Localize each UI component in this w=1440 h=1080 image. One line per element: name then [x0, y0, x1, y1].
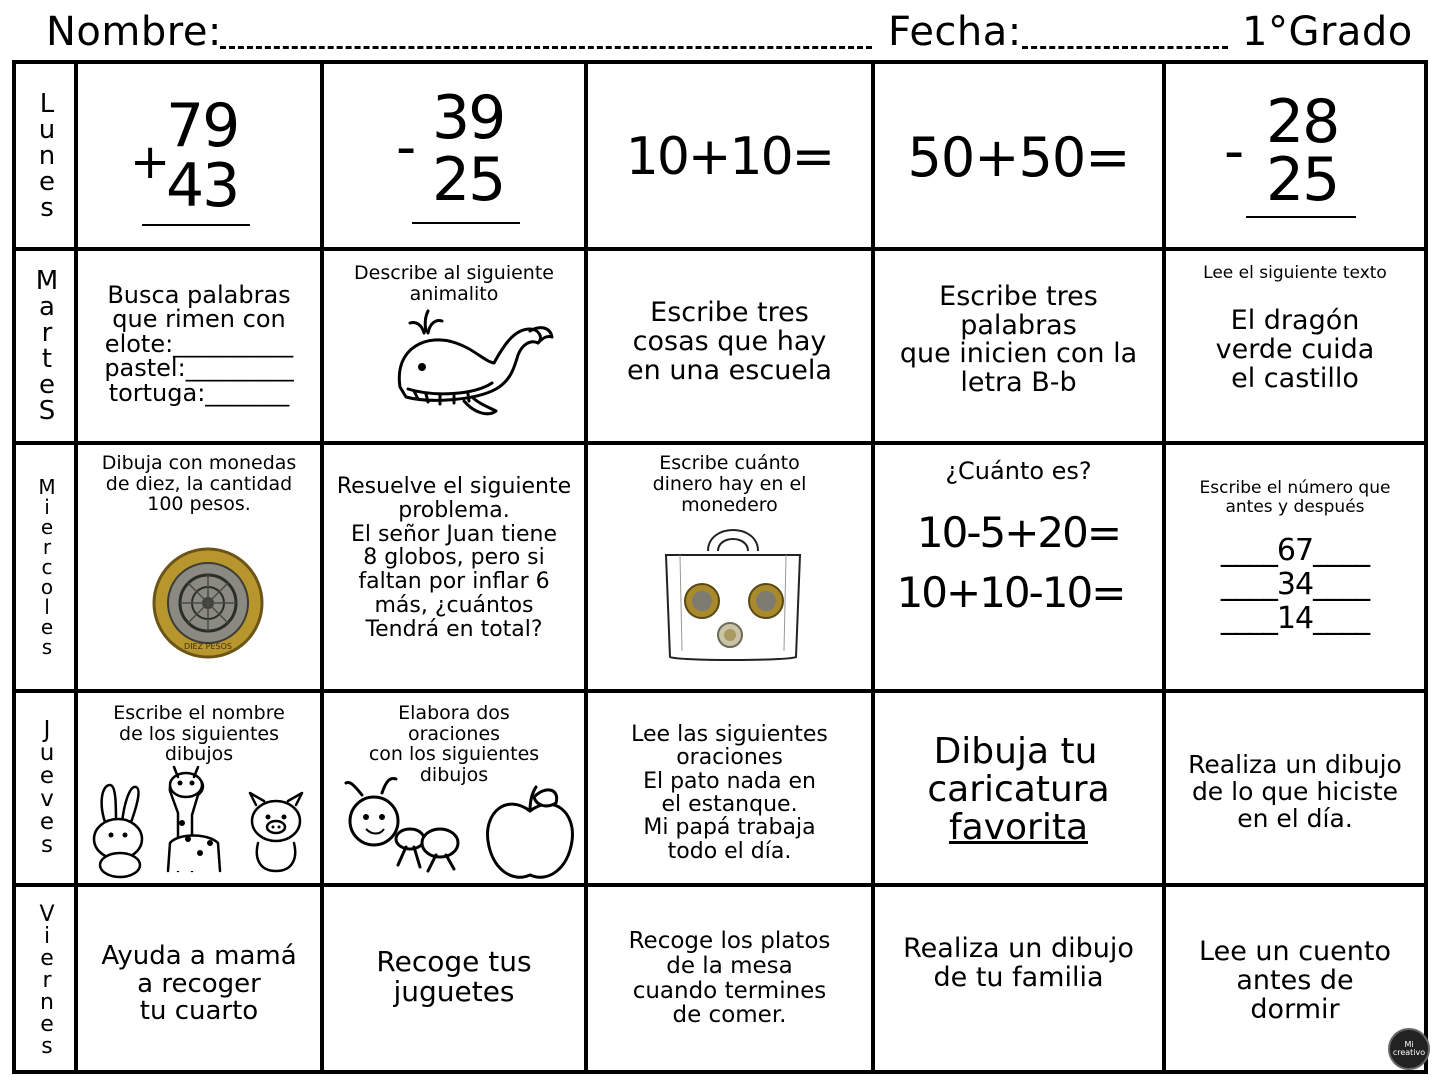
minus-sign: -	[1224, 119, 1245, 184]
weekly-activity-grid	[12, 60, 1428, 1074]
draw-family-text: Realiza un dibujo de tu familia	[903, 933, 1134, 993]
jueves-cell-1	[78, 693, 320, 883]
pick-up-toys-text: Recoge tus juguetes	[376, 945, 532, 1008]
read-story-text: Lee un cuento antes de dormir	[1199, 936, 1391, 1026]
day-label-martes: M a r t e S	[35, 266, 59, 426]
day-label-viernes: V i e r n e s	[39, 901, 55, 1059]
subtrahend: 25	[1266, 145, 1339, 215]
reading-sentence: El dragón verde cuida el castillo	[1215, 305, 1375, 394]
martes-cell-1	[78, 251, 320, 441]
publisher-logo: Mi creativo	[1388, 1028, 1430, 1070]
fecha-label: Fecha:	[888, 9, 1022, 55]
subtrahend: 25	[432, 145, 505, 215]
plus-sign: +	[130, 134, 171, 190]
letter-b-words-text: Escribe tres palabras que inicien con la letra B-b	[899, 281, 1138, 398]
answer-line	[142, 224, 250, 226]
how-much-title: ¿Cuánto es?	[945, 457, 1092, 485]
draw-day-text: Realiza un dibujo de lo que hiciste en el día.	[1188, 750, 1402, 833]
addend-bottom: 43	[166, 151, 239, 221]
martes-cell-2	[324, 251, 584, 441]
ten-peso-coin-image	[78, 445, 320, 689]
sum-expression: 10+10=	[625, 127, 834, 187]
minus-sign: -	[396, 115, 417, 180]
operation-line-1: 10-5+20=	[916, 508, 1121, 557]
nombre-label: Nombre:	[46, 9, 222, 55]
school-items-text: Escribe tres cosas que hay en una escuela	[627, 297, 832, 386]
sum-expression: 50+50=	[907, 126, 1130, 189]
number-line-3: ____14____	[1220, 601, 1370, 636]
animals-illustration	[78, 693, 320, 883]
number-line-1: ____67____	[1220, 533, 1370, 568]
viernes-cell-5	[1166, 887, 1424, 1074]
before-after-title: Escribe el número que antes y después	[1199, 478, 1391, 517]
day-label-miercoles: M i e r c o l e s	[38, 475, 56, 659]
day-label-lunes: L u n e s	[38, 89, 56, 223]
ant-and-apple-illustration	[324, 693, 584, 883]
miercoles-cell-1	[78, 445, 320, 689]
martes-cell-4	[875, 251, 1162, 441]
worksheet-header	[0, 0, 1440, 60]
make-sentences-text: Elabora dos oraciones con los siguientes dibujos	[368, 702, 540, 786]
day-label-jueves: J u e v e s	[39, 717, 55, 858]
whale-illustration	[324, 251, 584, 441]
viernes-cell-4	[875, 887, 1162, 1074]
lunes-cell-3	[588, 64, 871, 247]
martes-cell-3	[588, 251, 871, 441]
jueves-cell-3	[588, 693, 871, 883]
martes-cell-5	[1166, 251, 1424, 441]
read-sentences-text: Lee las siguientes oraciones El pato nada en el estanque. Mi papá trabaja todo el día.	[631, 722, 828, 864]
answer-line	[1246, 216, 1356, 218]
draw-cartoon-line-3: favorita	[948, 807, 1089, 848]
number-line-2: ____34____	[1220, 567, 1370, 602]
answer-line	[412, 222, 520, 224]
minuend: 39	[432, 83, 505, 153]
miercoles-cell-4	[875, 445, 1162, 689]
word-problem-text: Resuelve el siguiente problema. El señor Juan tiene 8 globos, pero si faltan por inflar 6 más, ¿cuántos Tendrá en total?	[336, 474, 572, 642]
purse-money-text: Escribe cuánto dinero hay en el monedero	[652, 452, 807, 516]
lunes-cell-2	[324, 64, 584, 247]
help-mom-text: Ayuda a mamá a recoger tu cuarto	[101, 941, 297, 1027]
lunes-cell-4	[875, 64, 1162, 247]
addend-top: 79	[166, 91, 239, 161]
miercoles-cell-3	[588, 445, 871, 689]
operation-line-2: 10+10-10=	[896, 568, 1125, 617]
name-drawings-text: Escribe el nombre de los siguientes dibujos	[113, 702, 285, 766]
jueves-cell-2	[324, 693, 584, 883]
jueves-cell-5	[1166, 693, 1424, 883]
lunes-cell-1	[78, 64, 320, 247]
minuend: 28	[1266, 87, 1339, 157]
viernes-cell-3	[588, 887, 871, 1074]
nombre-blank-line	[220, 46, 872, 49]
purse-with-coins-illustration	[588, 445, 871, 689]
jueves-cell-4	[875, 693, 1162, 883]
draw-cartoon-line-1: Dibuja tu	[933, 731, 1098, 772]
clear-plates-text: Recoge los platos de la mesa cuando termines de comer.	[628, 928, 831, 1029]
lunes-cell-5	[1166, 64, 1424, 247]
viernes-cell-1	[78, 887, 320, 1074]
coins-activity-text: Dibuja con monedas de diez, la cantidad 100 pesos.	[101, 452, 297, 516]
draw-cartoon-line-2: caricatura	[927, 769, 1110, 810]
miercoles-cell-2	[324, 445, 584, 689]
read-text-title: Lee el siguiente texto	[1203, 263, 1387, 283]
describe-animal-text: Describe al siguiente animalito	[354, 262, 554, 305]
rhyme-activity-text: Busca palabras que rimen con elote:__________ pastel:_________ tortuga:_______	[104, 281, 294, 407]
fecha-blank-line	[1022, 46, 1228, 49]
svg-text:DIEZ PESOS: DIEZ PESOS	[184, 642, 232, 651]
grado-label: 1°Grado	[1242, 9, 1413, 55]
viernes-cell-2	[324, 887, 584, 1074]
miercoles-cell-5	[1166, 445, 1424, 689]
